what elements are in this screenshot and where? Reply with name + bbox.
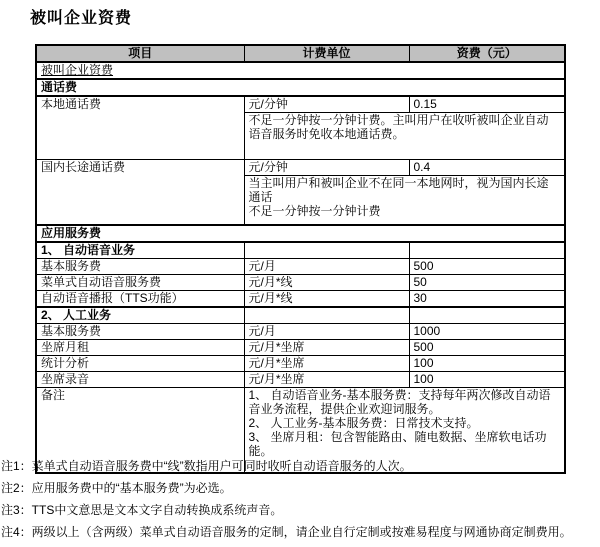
subsection-row-manual-service xyxy=(36,307,565,324)
fee-cell: 0.15 xyxy=(409,96,565,113)
unit-cell: 元/月 xyxy=(244,324,409,340)
remark-line: 2、 人工业务-基本服务费：日常技术支持。 xyxy=(248,416,479,430)
fee-cell: 500 xyxy=(409,340,565,356)
note-cell: 不足一分钟按一分钟计费。主叫用户在收听被叫企业自动语音服务时免收本地通话费。 xyxy=(244,113,565,160)
item-cell: 自动语音播报（TTS功能） xyxy=(36,291,244,308)
table-row xyxy=(36,324,565,340)
fee-cell xyxy=(409,242,565,259)
tariff-table xyxy=(35,44,566,474)
fee-cell: 1000 xyxy=(409,324,565,340)
footnote-2: 注2：应用服务费中的“基本服务费”为必选。 xyxy=(1,481,232,495)
item-cell: 基本服务费 xyxy=(36,259,244,275)
unit-cell: 元/月*线 xyxy=(244,275,409,291)
fee-cell: 30 xyxy=(409,291,565,308)
table-row xyxy=(36,62,565,79)
unit-cell: 元/月*线 xyxy=(244,291,409,308)
called-enterprise-tariff-link[interactable]: 被叫企业资费 xyxy=(41,63,114,77)
fee-cell xyxy=(409,307,565,324)
column-header-unit: 计费单位 xyxy=(244,45,409,62)
unit-cell: 元/分钟 xyxy=(244,160,409,176)
table-row xyxy=(36,96,565,113)
note-line: 不足一分钟按一分钟计费 xyxy=(248,204,381,218)
table-row xyxy=(36,372,565,388)
item-cell: 基本服务费 xyxy=(36,324,244,340)
item-cell: 统计分析 xyxy=(36,356,244,372)
footnote-1: 注1：菜单式自动语音服务费中“线”数指用户可同时收听自动语音服务的人次。 xyxy=(1,459,412,473)
item-cell: 坐席录音 xyxy=(36,372,244,388)
note-line: 当主叫用户和被叫企业不在同一本地网时，视为国内长途通话 xyxy=(248,176,549,204)
unit-cell: 元/月*坐席 xyxy=(244,356,409,372)
unit-cell xyxy=(244,242,409,259)
item-cell: 国内长途通话费 xyxy=(36,160,244,226)
fee-cell: 50 xyxy=(409,275,565,291)
note-cell xyxy=(244,176,565,226)
section-label: 通话费 xyxy=(36,79,565,96)
table-header-row xyxy=(36,45,565,62)
subsection-label: 1、 自动语音业务 xyxy=(36,242,244,259)
fee-cell: 100 xyxy=(409,356,565,372)
column-header-fee: 资费（元） xyxy=(409,45,565,62)
subsection-label: 2、 人工业务 xyxy=(36,307,244,324)
footnote-4: 注4：两级以上（含两级）菜单式自动语音服务的定制，请企业自行定制或按难易程度与网通协商定制费用。 xyxy=(1,525,572,539)
column-header-item: 项目 xyxy=(36,45,244,62)
remark-line: 3、 坐席月租：包含智能路由、随电数据、坐席软电话功能。 xyxy=(248,430,547,458)
fee-cell: 500 xyxy=(409,259,565,275)
unit-cell: 元/月*坐席 xyxy=(244,372,409,388)
called-enterprise-tariff-cell xyxy=(36,62,565,79)
remark-label-cell: 备注 xyxy=(36,388,244,474)
table-row xyxy=(36,275,565,291)
section-row-call-fee xyxy=(36,79,565,96)
table-row xyxy=(36,340,565,356)
unit-cell: 元/月 xyxy=(244,259,409,275)
footnotes xyxy=(1,459,572,547)
table-row xyxy=(36,291,565,308)
table-row xyxy=(36,356,565,372)
fee-cell: 100 xyxy=(409,372,565,388)
subsection-row-auto-voice xyxy=(36,242,565,259)
footnote-3: 注3：TTS中文意思是文本文字自动转换成系统声音。 xyxy=(1,503,283,517)
unit-cell xyxy=(244,307,409,324)
section-label: 应用服务费 xyxy=(36,225,565,242)
table-row xyxy=(36,160,565,176)
unit-cell: 元/分钟 xyxy=(244,96,409,113)
table-row xyxy=(36,259,565,275)
item-cell: 本地通话费 xyxy=(36,96,244,160)
item-cell: 坐席月租 xyxy=(36,340,244,356)
unit-cell: 元/月*坐席 xyxy=(244,340,409,356)
remark-line: 1、 自动语音业务-基本服务费：支持每年两次修改自动语音业务流程，提供企业欢迎词服务。 xyxy=(248,388,551,416)
item-cell: 菜单式自动语音服务费 xyxy=(36,275,244,291)
section-row-application-service-fee xyxy=(36,225,565,242)
page-title: 被叫企业资费 xyxy=(30,10,133,27)
fee-cell: 0.4 xyxy=(409,160,565,176)
